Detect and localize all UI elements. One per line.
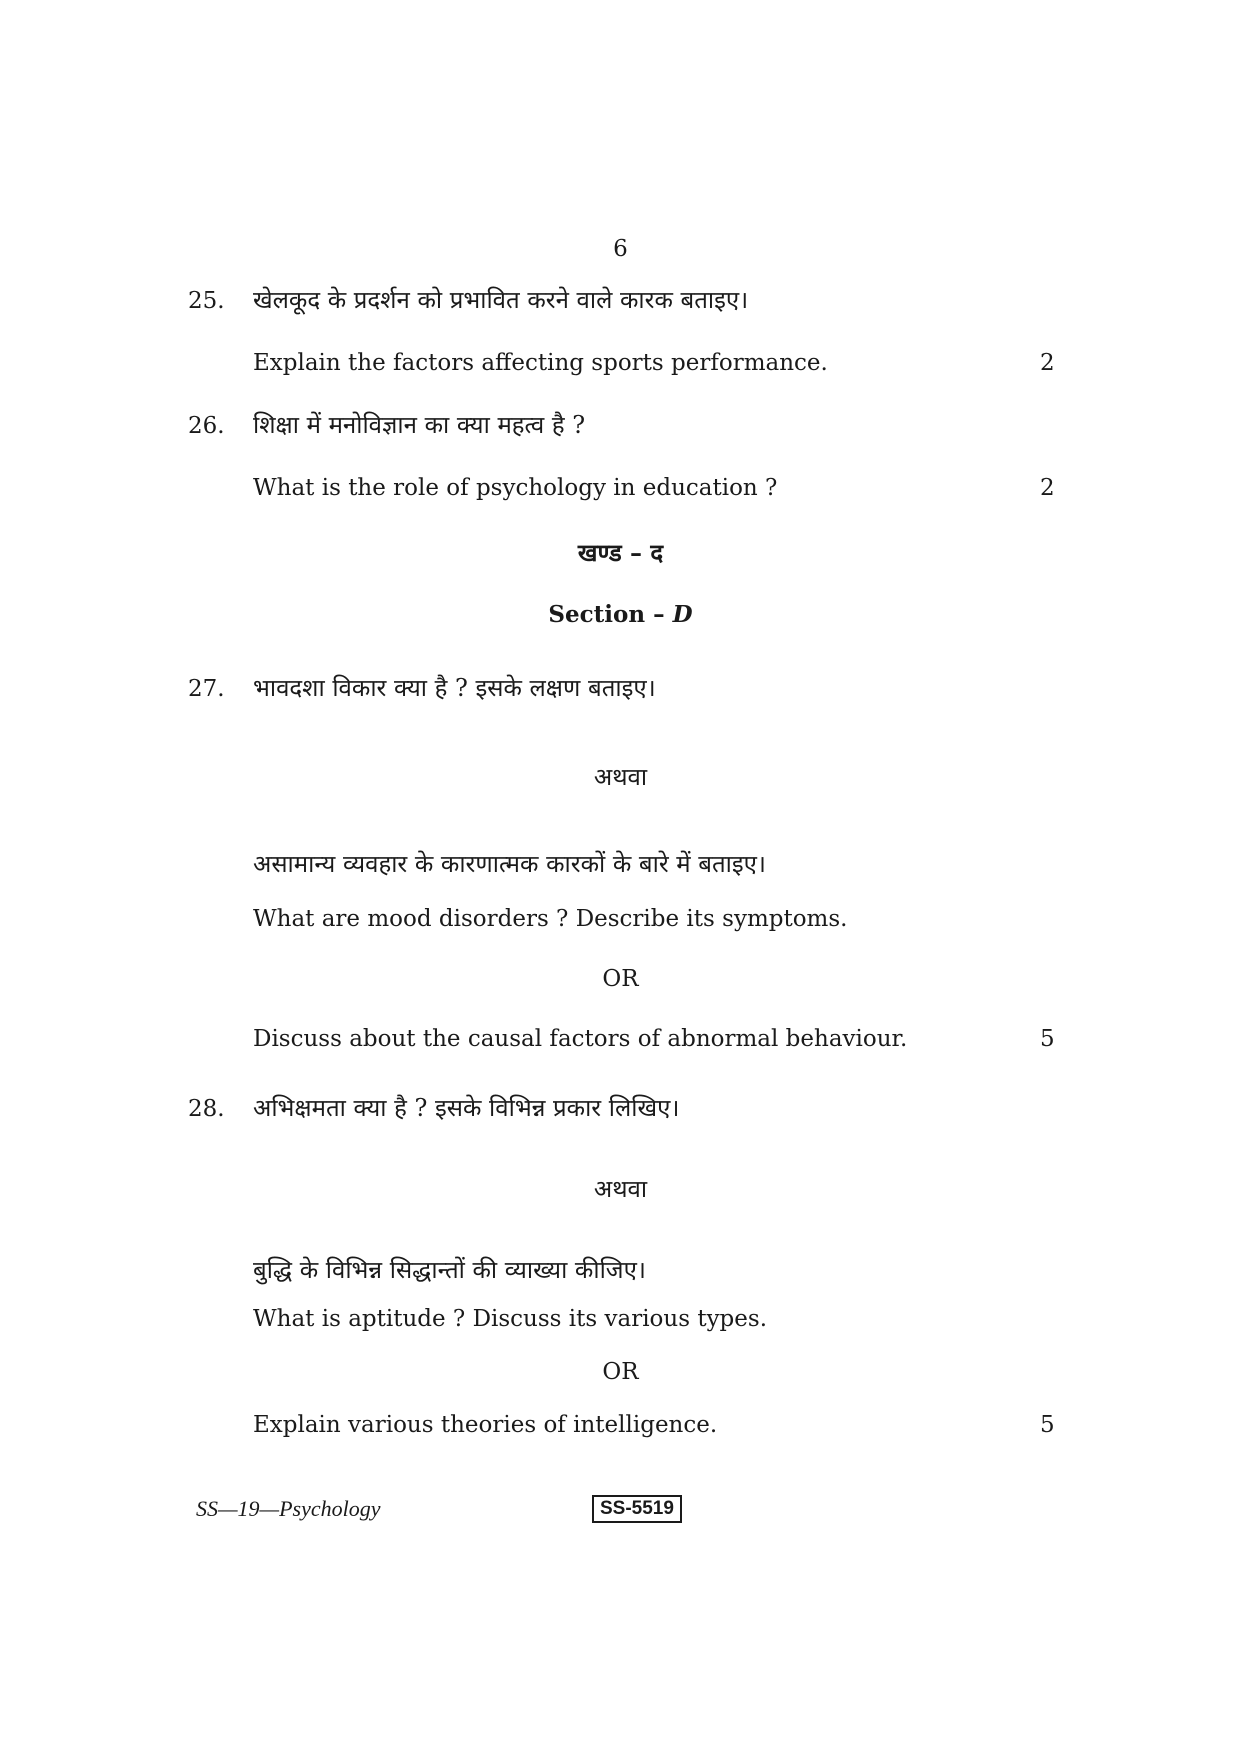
- question-28-english: What is aptitude ? Discuss its various types.: [253, 1306, 768, 1332]
- footer-subject: SS—19—Psychology: [196, 1496, 381, 1521]
- question-number-25: 25.: [188, 288, 225, 314]
- question-27-hindi-alt: असामान्य व्यवहार के कारणात्मक कारकों के बारे में बताइए।: [253, 850, 766, 878]
- question-28-hindi-alt: बुद्धि के विभिन्न सिद्धान्तों की व्याख्या कीजिए।: [253, 1256, 646, 1284]
- question-25-marks: 2: [1040, 350, 1055, 376]
- section-heading-english: [0, 601, 1241, 628]
- question-28-or-english: OR: [602, 1359, 639, 1385]
- question-27-english-alt: Discuss about the causal factors of abnormal behaviour.: [253, 1026, 908, 1052]
- question-26-hindi: शिक्षा में मनोविज्ञान का क्या महत्व है ?: [253, 411, 586, 439]
- section-heading-hindi: खण्ड – द: [577, 538, 664, 567]
- question-number-28: 28.: [188, 1096, 225, 1122]
- question-26-english: What is the role of psychology in education ?: [253, 475, 778, 501]
- question-26-marks: 2: [1040, 475, 1055, 501]
- question-28-marks: 5: [1040, 1412, 1055, 1438]
- question-27-hindi: भावदशा विकार क्या है ? इसके लक्षण बताइए।: [253, 674, 656, 702]
- question-number-26: 26.: [188, 413, 225, 439]
- question-27-or-english: OR: [602, 966, 639, 992]
- question-28-english-alt: Explain various theories of intelligence.: [253, 1412, 718, 1438]
- question-25-english: Explain the factors affecting sports performance.: [253, 350, 828, 376]
- question-27-marks: 5: [1040, 1026, 1055, 1052]
- question-number-27: 27.: [188, 676, 225, 702]
- question-27-or-hindi: अथवा: [593, 763, 648, 791]
- section-heading-letter: D: [672, 601, 693, 628]
- footer-paper-code: SS-5519: [592, 1495, 682, 1523]
- question-28-or-hindi: अथवा: [593, 1175, 648, 1203]
- section-heading-prefix: Section –: [548, 601, 673, 628]
- page-number: 6: [613, 236, 628, 262]
- question-27-english: What are mood disorders ? Describe its symptoms.: [253, 906, 848, 932]
- question-25-hindi: खेलकूद के प्रदर्शन को प्रभावित करने वाले कारक बताइए।: [253, 286, 749, 314]
- question-28-hindi: अभिक्षमता क्या है ? इसके विभिन्न प्रकार लिखिए।: [253, 1094, 680, 1122]
